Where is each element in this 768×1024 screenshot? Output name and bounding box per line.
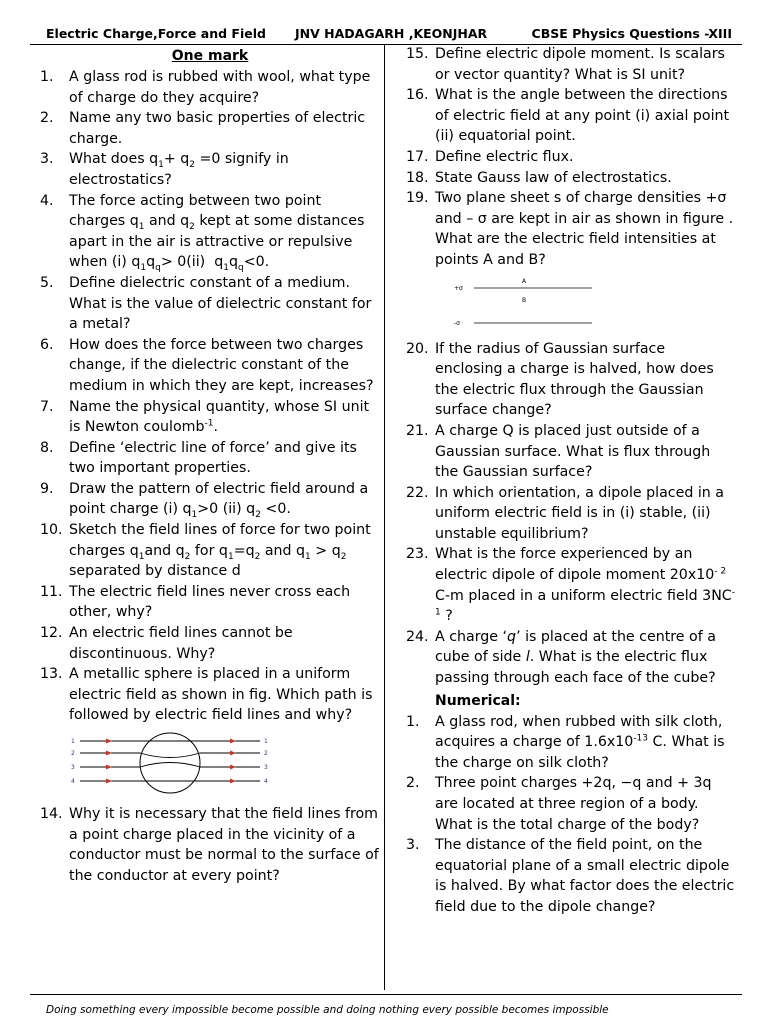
section-one-mark-title: One mark [171, 48, 249, 64]
field-line-label: 1 [71, 738, 75, 745]
question-item: 15. Define electric dipole moment. Is scalars or vector quantity? What is SI unit? [406, 46, 725, 83]
column-divider [384, 44, 385, 990]
point-a-label: A [522, 277, 527, 285]
question-item: 21. A charge Q is placed just outside of a Gaussian surface. What is flux through the Gaussian surface? [406, 422, 711, 481]
question-item: 2. Three point charges +2q, −q and + 3q are located at three region of a body. What is the total charge of the body? [406, 775, 712, 833]
field-line-label: 3 [71, 764, 75, 771]
question-item: 19. Two plane sheet s of charge densities +σ and – σ are kept in air as shown in figure . What are the electric field intensities at points A and B? [406, 190, 734, 268]
numerical-question-list [406, 712, 736, 918]
header-topic: Electric Charge,Force and Field [46, 26, 266, 41]
question-item: 23. What is the force experienced by an electric dipole of dipole moment $20x10^{- 2}$ C-m placed in a uniform electric field $3NC^{-1}$ ? [406, 546, 735, 625]
document-page [30, 22, 742, 1016]
question-item: 12. An electric field lines cannot be discontinuous. Why? [40, 625, 293, 662]
question-item: 10. Sketch the field lines of force for two point charges $q_1and$ $q_2$ for $q_1=q_2$ and $q_1 > q_2$ separated by distance d [40, 522, 371, 580]
question-item: 8. Define ‘electric line of force’ and give its two important properties. [40, 439, 357, 477]
page-header [30, 22, 742, 45]
question-item: 1. A glass rod is rubbed with wool, what type of charge do they acquire? [40, 69, 371, 106]
one-mark-question-list-right [406, 44, 736, 271]
question-item: 5. Define dielectric constant of a medium. What is the value of dielectric constant for a metal? [40, 274, 372, 333]
question-item: 1. A glass rod, when rubbed with silk cloth, acquires a charge of $1.6x10^{-13}$ C. What is the charge on silk cloth? [406, 713, 725, 771]
charged-sheets-figure [452, 277, 602, 329]
header-subject: CBSE Physics Questions -XIII [531, 26, 732, 41]
question-item: 24. A charge ‘q’ is placed at the centre of a cube of side l. What is the electric flux passing through each face of the cube? [406, 628, 716, 687]
question-item: 20. If the radius of Gaussian surface enclosing a charge is halved, how does the electric flux through the Gaussian surface change? [406, 340, 714, 419]
header-school: JNV HADAGARH ,KEONJHAR [295, 26, 488, 41]
question-item: 11. The electric field lines never cross each other, why? [40, 583, 351, 621]
question-item: 3. What does $q_1+ q_2 =0$ signify in electrostatics? [40, 151, 289, 188]
question-item: 9. Draw the pattern of electric field around a point charge (i) $q_1>0$ (ii) $q_2 <0$. [40, 480, 369, 521]
one-mark-question-list [40, 67, 380, 726]
plus-sigma-label: +σ [454, 284, 463, 292]
question-item: 14. Why it is necessary that the field lines from a point charge placed in the vicinity of a conductor must be normal to the surface of the conductor at every point? [40, 806, 379, 884]
point-b-label: B [522, 296, 527, 304]
question-item: 3. The distance of the field point, on the equatorial plane of a small electric dipole is halved. By what factor does the electric field due to the dipole change? [406, 837, 735, 915]
sphere-field-figure [70, 732, 270, 794]
question-item: 16. What is the angle between the directions of electric field at any point (i) axial point (ii) equatorial point. [406, 87, 730, 145]
field-line-label: 4 [264, 778, 268, 785]
minus-sigma-label: -σ [454, 319, 460, 327]
question-item: 22. In which orientation, a dipole placed in a uniform electric field is in (i) stable, (ii) unstable equilibrium? [406, 484, 724, 542]
field-line-label: 1 [264, 738, 268, 745]
question-item: 17. Define electric flux. [406, 148, 574, 165]
question-item: 6. How does the force between two charges change, if the dielectric constant of the medium in which they are kept, increases? [40, 336, 374, 394]
question-item: 2. Name any two basic properties of electric charge. [40, 110, 366, 147]
question-item: 4. The force acting between two point charges $q_1$ and $q_2$ kept at some distances apart in the air is attractive or repulsive when (i) $q_1q_q> 0(ii)$ $q_1q_q<0$. [40, 192, 365, 274]
field-line-label: 4 [71, 778, 75, 785]
field-line-label: 3 [264, 764, 268, 771]
question-item: 18. State Gauss law of electrostatics. [406, 169, 672, 186]
one-mark-question-list-right-cont [406, 339, 736, 689]
page-footer-quote: Doing something every impossible become possible and doing nothing every possible becomes impossible [46, 1004, 609, 1016]
one-mark-question-list-cont [40, 804, 380, 886]
section-numerical-title: Numerical: [435, 692, 521, 709]
question-item: 7. Name the physical quantity, whose SI unit is Newton coulomb$^{-1}$. [40, 398, 370, 436]
left-column [40, 44, 380, 886]
footer-rule [30, 994, 742, 995]
field-line-label: 2 [264, 750, 268, 757]
right-column [406, 44, 736, 918]
question-item: 13. A metallic sphere is placed in a uniform electric field as shown in fig. Which path is followed by electric field lines and why? [40, 666, 373, 724]
field-line-label: 2 [71, 750, 75, 757]
